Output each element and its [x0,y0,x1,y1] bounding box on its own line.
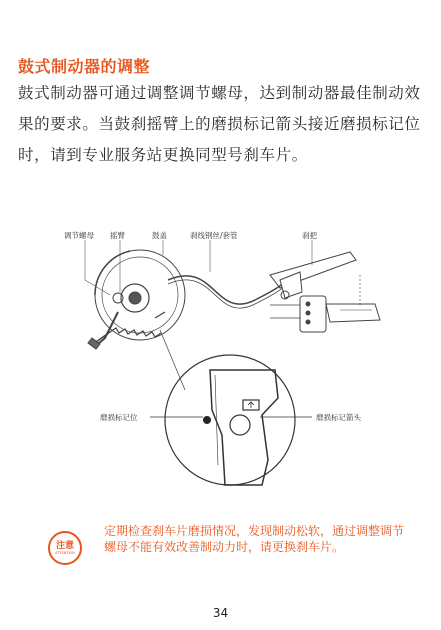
label-rocker-arm: 摇臂 [110,231,125,240]
page-number: 34 [212,606,229,620]
label-wear-mark-position: 磨损标记位 [100,413,138,422]
attention-badge-en: ATTENTION [55,550,75,555]
attention-note [48,523,428,575]
attention-badge-text: 注意 [55,540,74,551]
drum-brake-illustration [88,250,185,349]
label-wear-mark-arrow: 磨损标记箭头 [316,413,361,422]
section-paragraph: 鼓式制动器可通过调整调节螺母，达到制动器最佳制动效果的要求。当鼓刹摇臂上的磨损标记箭头接近磨损标记位时，请到专业服务站更换同型号刹车片。 [18,84,421,164]
label-brake-cable: 刹线钢丝/套管 [190,231,238,240]
wear-mark-zoom [165,355,295,485]
label-adjust-nut: 调节螺母 [64,231,94,240]
label-brake-lever: 刹把 [302,231,317,240]
handlebar-illustration [270,252,380,332]
brake-diagram [0,220,441,520]
section-title: 鼓式制动器的调整 [18,57,151,76]
attention-text: 定期检查刹车片磨损情况，发现制动松软，通过调整调节螺母不能有效改善制动力时，请更换刹车片。 [104,524,405,554]
attention-icon [48,531,82,565]
label-drum-cover: 鼓盖 [152,231,167,240]
